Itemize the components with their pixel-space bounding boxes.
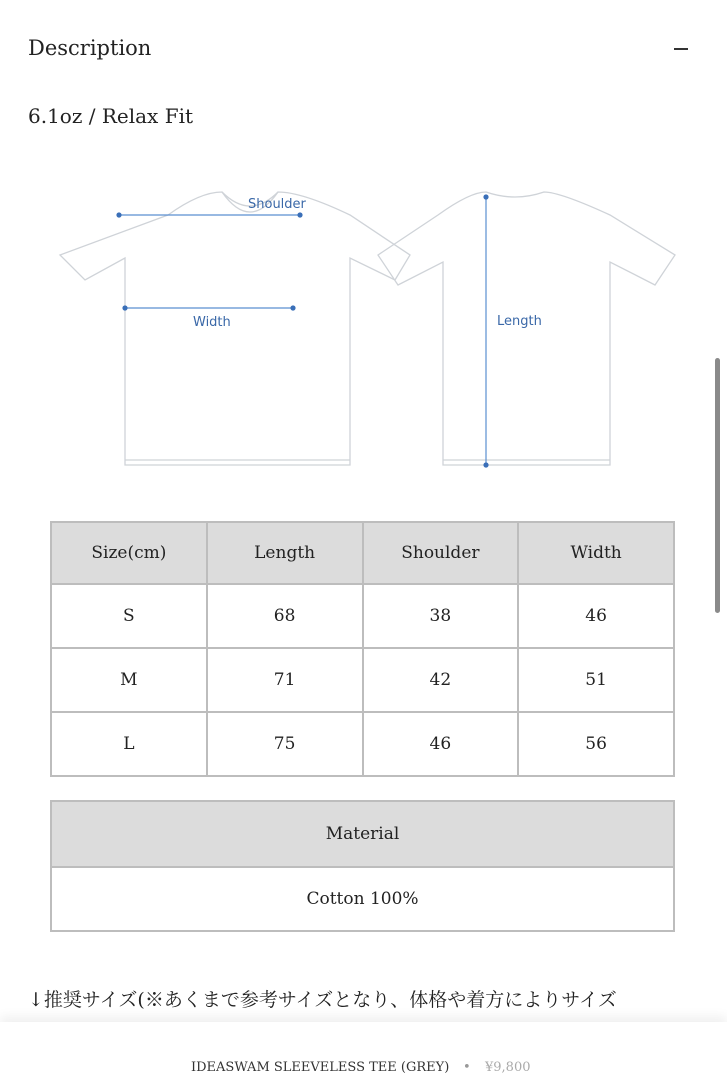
table-row	[51, 712, 674, 776]
description-title: Description	[28, 36, 152, 60]
size-chart-table	[50, 521, 675, 777]
width-cell: 46	[518, 584, 674, 648]
table-row	[51, 584, 674, 648]
separator-dot: •	[463, 1060, 471, 1075]
material-value: Cotton 100%	[51, 867, 674, 931]
sticky-product-bar[interactable]	[0, 1022, 727, 1080]
width-header: Width	[518, 522, 674, 584]
shoulder-cell: 38	[363, 584, 519, 648]
scrollbar-thumb[interactable]	[715, 358, 720, 613]
tshirt-measurement-diagram	[50, 180, 690, 490]
description-accordion-header[interactable]	[28, 36, 687, 66]
tshirt-front-illustration	[60, 192, 410, 465]
collapse-icon[interactable]	[669, 34, 693, 58]
product-price: ¥9,800	[485, 1060, 531, 1075]
measurement-points	[116, 194, 488, 467]
length-cell: 68	[207, 584, 363, 648]
length-cell: 71	[207, 648, 363, 712]
product-name: IDEASWAM SLEEVELESS TEE (GREY)	[191, 1060, 450, 1075]
width-cell: 51	[518, 648, 674, 712]
width-cell: 56	[518, 712, 674, 776]
recommended-size-note: ↓推奨サイズ(※あくまで参考サイズとなり、体格や着方によりサイズ	[28, 989, 617, 1011]
size-header: Size(cm)	[51, 522, 207, 584]
size-cell: S	[51, 584, 207, 648]
shoulder-cell: 42	[363, 648, 519, 712]
size-cell: M	[51, 648, 207, 712]
size-table-header-row	[51, 522, 674, 584]
size-cell: L	[51, 712, 207, 776]
length-cell: 75	[207, 712, 363, 776]
fabric-fit-text: 6.1oz / Relax Fit	[28, 104, 193, 128]
material-table	[50, 800, 675, 932]
table-row	[51, 648, 674, 712]
shoulder-header: Shoulder	[363, 522, 519, 584]
shoulder-cell: 46	[363, 712, 519, 776]
measurement-lines	[119, 197, 486, 465]
width-label: Width	[193, 315, 231, 330]
length-header: Length	[207, 522, 363, 584]
shoulder-label: Shoulder	[248, 197, 306, 212]
material-header: Material	[51, 801, 674, 867]
length-label: Length	[497, 314, 542, 329]
